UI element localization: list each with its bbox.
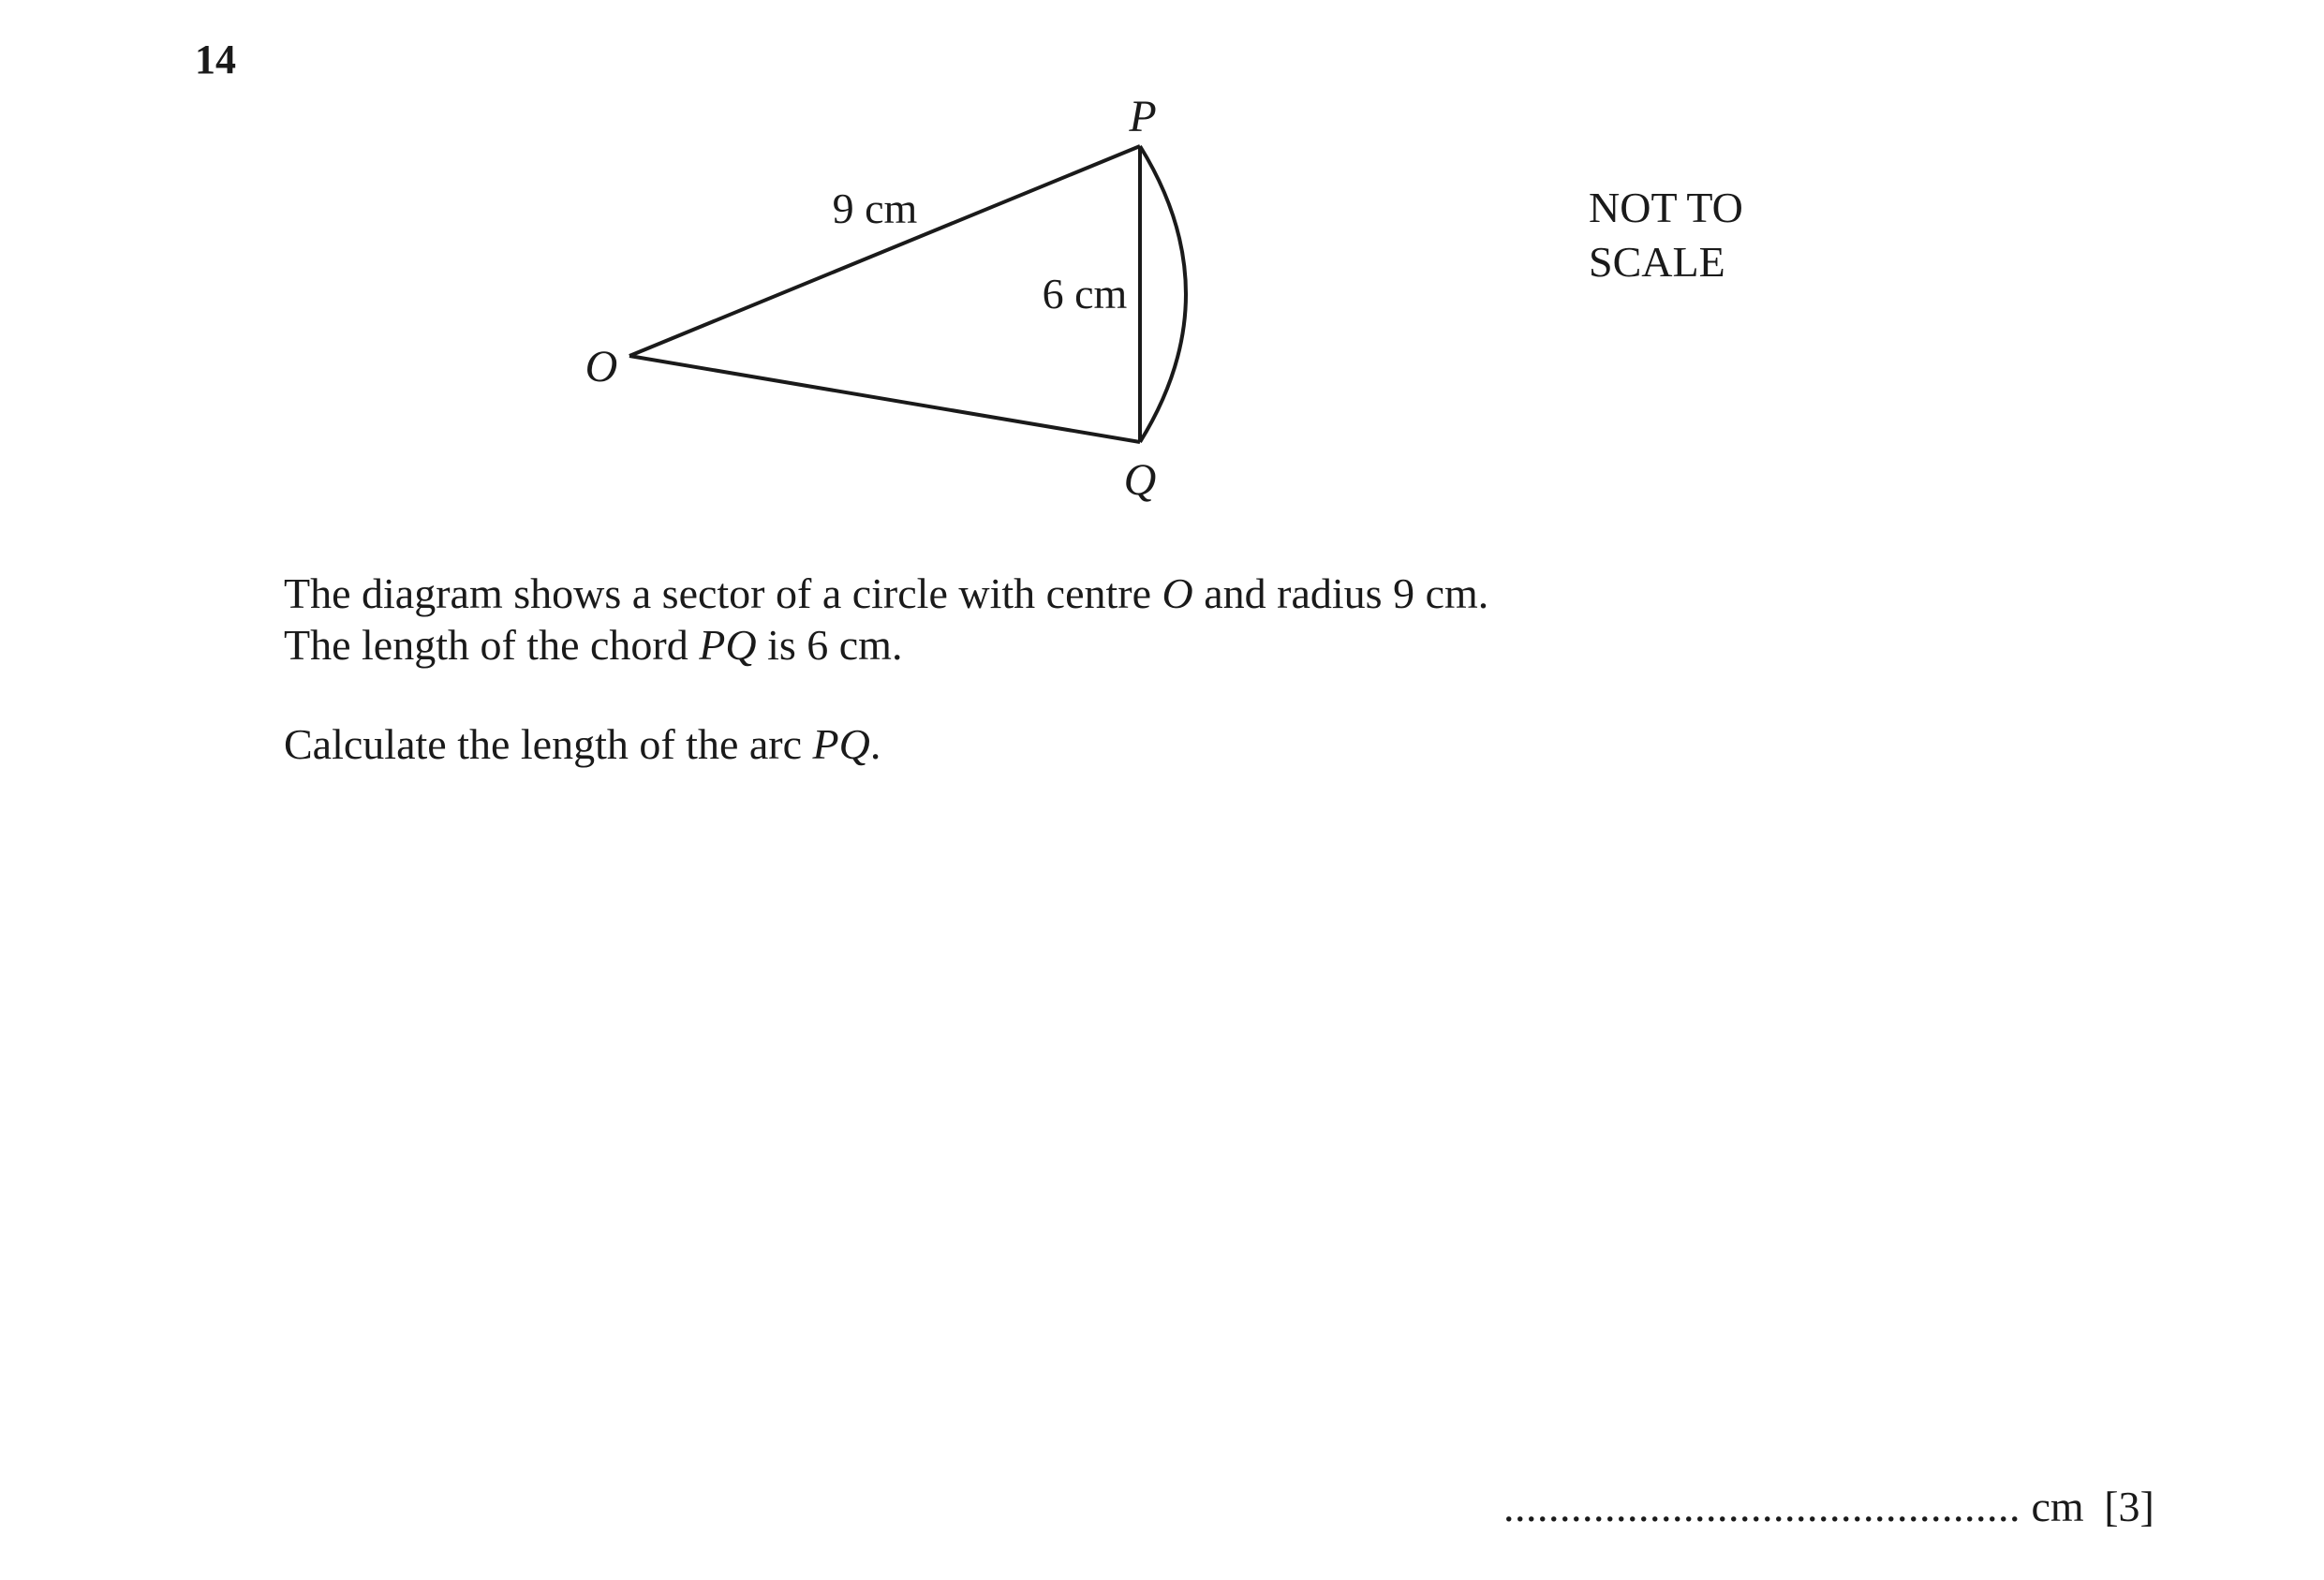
statement-text: is 6 cm. <box>756 621 903 669</box>
sector-diagram <box>0 0 2324 562</box>
radius-op <box>629 146 1140 356</box>
statement-text: The length of the chord <box>284 621 700 669</box>
arc-symbol: PQ <box>812 720 870 768</box>
prompt-text: . <box>869 720 881 768</box>
statement-line-2 <box>284 621 903 669</box>
answer-line <box>1503 1485 2154 1528</box>
radius-oq <box>629 356 1140 442</box>
answer-unit: cm <box>2031 1483 2084 1530</box>
arc-pq <box>1140 146 1186 442</box>
vertex-label-p: P <box>1129 92 1157 141</box>
chord-symbol: PQ <box>699 621 757 669</box>
vertex-label-q: Q <box>1123 455 1157 505</box>
not-to-scale-note <box>1589 181 1743 289</box>
statement-text: and radius 9 cm. <box>1192 569 1489 617</box>
vertex-label-o: O <box>585 342 618 391</box>
marks-available: [3] <box>2104 1483 2154 1530</box>
centre-symbol: O <box>1162 569 1193 617</box>
question-prompt <box>284 720 881 768</box>
not-to-scale-line2: SCALE <box>1589 238 1725 286</box>
chord-label: 6 cm <box>1042 270 1128 317</box>
statement-text: The diagram shows a sector of a circle with centre <box>284 569 1162 617</box>
question-number: 14 <box>195 37 236 82</box>
statement-line-1 <box>284 569 1489 617</box>
radius-label: 9 cm <box>832 185 918 232</box>
not-to-scale-line1: NOT TO <box>1589 184 1743 231</box>
answer-field[interactable]: .............................................. <box>1503 1483 2021 1530</box>
prompt-text: Calculate the length of the arc <box>284 720 813 768</box>
